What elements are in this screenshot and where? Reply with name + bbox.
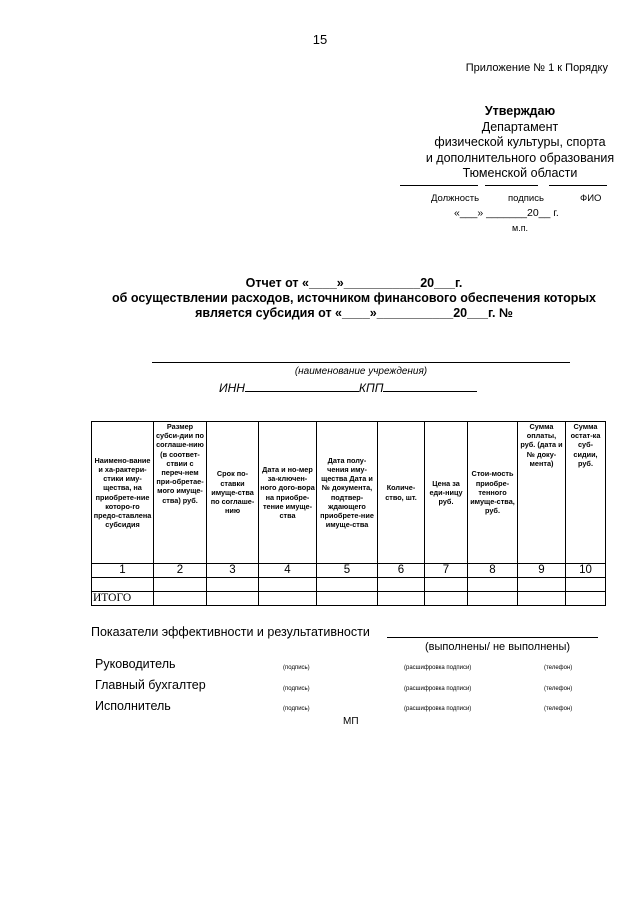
org-name-line xyxy=(152,362,570,363)
column-number: 6 xyxy=(378,564,425,578)
table-cell xyxy=(92,578,154,592)
table-cell xyxy=(259,592,317,606)
decode-hint: (расшифровка подписи) xyxy=(404,706,472,712)
signature-label: подпись xyxy=(508,193,544,204)
indicators-line xyxy=(387,637,598,638)
report-table xyxy=(91,421,606,606)
table-cell xyxy=(378,578,425,592)
report-title-line: об осуществлении расходов, источником финансового обеспечения которых xyxy=(112,291,596,305)
sign-hint: (подпись) xyxy=(283,686,310,692)
appendix-note: Приложение № 1 к Порядку xyxy=(465,62,608,74)
table-header-cell: Наимено-вание и ха-рактери-стики иму-щества, на приобрете-ние которо-го предо-ставлена субсидия xyxy=(92,422,154,564)
table-cell xyxy=(154,578,207,592)
column-number-row xyxy=(92,564,606,578)
inn-kpp-row xyxy=(219,379,477,395)
table-cell xyxy=(378,592,425,606)
decode-hint: (расшифровка подписи) xyxy=(404,665,472,671)
column-number: 3 xyxy=(207,564,259,578)
table-header-cell: Дата полу-чения иму-щества Дата и № документа, подтвер-ждающего приобрете-ние имуще-ства xyxy=(317,422,378,564)
table-header-cell: Стои-мость приобре-тенного имуще-ства, руб. xyxy=(468,422,518,564)
role-chief-accountant: Главный бухгалтер xyxy=(95,678,206,692)
approval-block xyxy=(400,104,640,182)
approval-line: Тюменской области xyxy=(462,166,578,180)
table-cell xyxy=(566,578,606,592)
approval-line: и дополнительного образования xyxy=(425,150,615,165)
name-line xyxy=(549,185,607,186)
column-number: 5 xyxy=(317,564,378,578)
approval-date: «___» _______20__ г. xyxy=(454,207,559,219)
table-header-cell: Срок по-ставки имуще-ства по соглаше-нию xyxy=(207,422,259,564)
table-cell xyxy=(317,592,378,606)
approval-line: Департамент xyxy=(481,119,559,134)
column-number: 7 xyxy=(425,564,468,578)
inn-label: ИНН xyxy=(219,381,245,395)
table-cell xyxy=(207,592,259,606)
total-row xyxy=(92,592,606,606)
column-number: 10 xyxy=(566,564,606,578)
kpp-label: КПП xyxy=(358,381,384,395)
table-header-cell: Количе-ство, шт. xyxy=(378,422,425,564)
org-name-label: (наименование учреждения) xyxy=(294,366,428,377)
position-label: Должность xyxy=(431,193,480,204)
indicators-label: Показатели эффективности и результативности xyxy=(91,625,370,639)
page-number: 15 xyxy=(312,32,328,47)
indicators-note: (выполнены/ не выполнены) xyxy=(425,641,571,653)
total-label: ИТОГО xyxy=(92,592,154,606)
role-executor: Исполнитель xyxy=(95,699,171,713)
column-number: 9 xyxy=(518,564,566,578)
column-number: 4 xyxy=(259,564,317,578)
table-header-cell: Сумма остат-ка суб-сидии, руб. xyxy=(566,422,606,564)
phone-hint: (телефон) xyxy=(544,686,573,692)
approval-title: Утверждаю xyxy=(484,104,556,118)
report-title-line: Отчет от «____»___________20___г. xyxy=(245,276,463,290)
approval-line: физической культуры, спорта xyxy=(434,135,606,149)
table-cell xyxy=(425,578,468,592)
table-cell xyxy=(468,578,518,592)
phone-hint: (телефон) xyxy=(544,665,573,671)
inn-field xyxy=(245,379,359,392)
table-header-cell: Цена за еди-ницу руб. xyxy=(425,422,468,564)
name-label: ФИО xyxy=(580,193,602,204)
table-cell xyxy=(259,578,317,592)
sign-hint: (подпись) xyxy=(283,706,310,712)
column-number: 1 xyxy=(92,564,154,578)
table-cell xyxy=(468,592,518,606)
table-header-cell: Сумма оплаты, руб. (дата и № доку-мента) xyxy=(518,422,566,564)
table-cell xyxy=(207,578,259,592)
table-cell xyxy=(518,578,566,592)
table-row xyxy=(92,578,606,592)
table-cell xyxy=(317,578,378,592)
kpp-field xyxy=(383,379,477,392)
stamp-label: м.п. xyxy=(512,223,529,233)
table-header-row xyxy=(92,422,606,564)
table-cell xyxy=(566,592,606,606)
table-header-cell: Дата и но-мер за-ключен-ного дого-вора на приобре-тение имуще-ства xyxy=(259,422,317,564)
report-title-line: является субсидия от «____»___________20___г. № xyxy=(195,306,513,320)
sign-hint: (подпись) xyxy=(283,665,310,671)
column-number: 8 xyxy=(468,564,518,578)
decode-hint: (расшифровка подписи) xyxy=(404,686,472,692)
position-line xyxy=(400,185,478,186)
role-head: Руководитель xyxy=(95,657,176,671)
report-title xyxy=(90,276,618,321)
table-cell xyxy=(518,592,566,606)
column-number: 2 xyxy=(154,564,207,578)
table-cell xyxy=(425,592,468,606)
table-header-cell: Размер субси-дии по соглаше-нию (в соответ-ствии с переч-нем при-обретае-мого имуще-ства) руб. xyxy=(154,422,207,564)
signature-line xyxy=(485,185,538,186)
phone-hint: (телефон) xyxy=(544,706,573,712)
table-cell xyxy=(154,592,207,606)
stamp-place: МП xyxy=(343,716,359,727)
